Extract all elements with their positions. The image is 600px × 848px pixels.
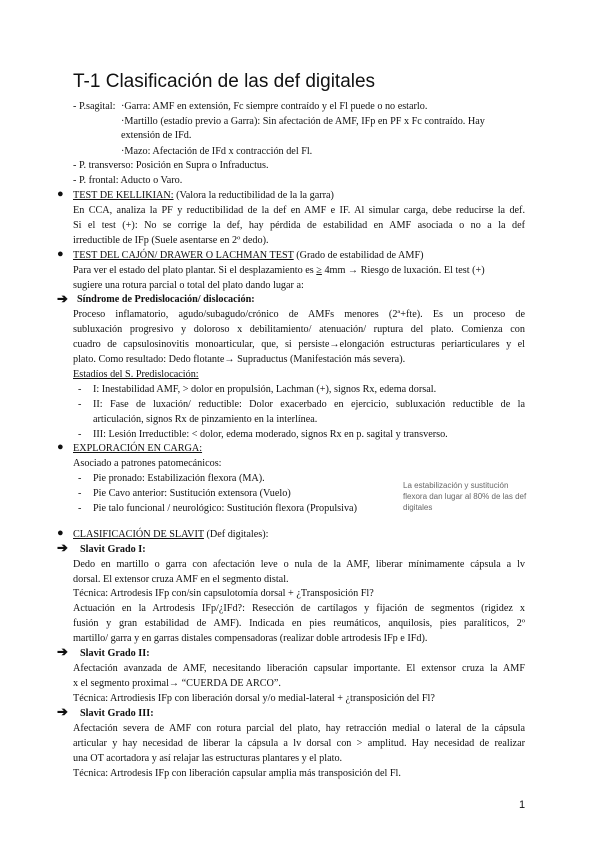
slavit-g2-line-1: Afectación avanzada de AMF, necesitando liberación capsular importante. El extensor cruza la AMF <box>73 663 525 674</box>
cajon-ge-symbol: ≥ <box>316 265 322 276</box>
page-title: T-1 Clasificación de las def digitales <box>73 71 376 92</box>
arrow-icon: ➔ <box>57 704 68 719</box>
slavit-heading-text: CLASIFICACIÓN DE SLAVIT <box>73 529 204 540</box>
bullet-icon: ● <box>57 248 64 260</box>
dash-icon: - <box>78 473 82 484</box>
dash-icon: - <box>78 384 82 395</box>
estadio-2-line-1: II: Fase de luxación/ reductible: Dolor exacerbado en ejercicio, subluxación reductible de la <box>93 399 525 410</box>
arrow-icon: ➔ <box>57 291 68 306</box>
sindrome-line-4: plato. Como resultado: Dedo flotante→ Supraductus (Manifestación más severa). <box>73 354 406 365</box>
martillo-line-1: ·Martillo (estadío previo a Garra): Sin afectación de AMF, IFp en PF x Fc contraído. Hay <box>121 116 485 127</box>
slavit-g3-line-2: articular y hay necesidad de liberar la cápsula a lv dorsal con > amplitud. Hay necesidad de realizar <box>73 738 525 749</box>
sindrome-line-2: subluxación progresivo y doloroso x debilitamiento/ atenuación/ ruptura del plato. Comienza con <box>73 324 525 335</box>
slavit-heading <box>73 527 268 542</box>
kellikian-heading <box>73 188 334 203</box>
slavit-g3-tecnica: Técnica: Artrodesis IFp con liberación capsular amplia más transposición del Fl. <box>73 768 401 779</box>
martillo-line-2: extensión de IFd. <box>121 130 192 141</box>
side-note-line-2: flexora dan lugar al 80% de las def <box>403 492 527 501</box>
slavit-g1-actuacion-3: martillo/ garra y en garras distales compensadoras (realizar doble artrodesis IFp e IFd). <box>73 633 428 644</box>
estadio-3: III: Lesión Irreductible: < dolor, edema moderado, signos Rx en p. sagital y transverso. <box>93 429 448 440</box>
exploracion-item-1: Pie pronado: Estabilización flexora (MA). <box>93 473 265 484</box>
dash-icon: - <box>78 429 82 440</box>
slavit-g3-line-3: una OT acortadora y así relajar las estructuras plantares y el plato. <box>73 753 343 764</box>
slavit-g2-line-2: x el segmento proximal→ “CUERDA DE ARCO”. <box>73 678 281 689</box>
cajon-line-1a: Para ver el estado del plato plantar. Si el desplazamiento es <box>73 265 317 276</box>
bullet-icon: ● <box>57 441 64 453</box>
estadio-2-line-2: articulación, signos Rx de pinzamiento en la interlínea. <box>93 414 318 425</box>
cajon-heading <box>73 248 424 263</box>
side-note-line-1: La estabilización y sustitución <box>403 481 509 490</box>
estadios-heading: Estadíos del S. Predislocación: <box>73 369 199 380</box>
exploracion-heading: EXPLORACIÓN EN CARGA: <box>73 443 203 454</box>
exploracion-intro: Asociado a patrones patomecánicos: <box>73 458 222 469</box>
slavit-g1-actuacion-2: fusión y gran estabilidad de AMF). Indicada en pies reumáticos, anquilosis, pies paralíticos, 2º <box>73 618 525 629</box>
exploracion-item-2: Pie Cavo anterior: Sustitución extensora (Vuelo) <box>93 488 291 499</box>
bullet-icon: ● <box>57 527 64 539</box>
kellikian-line-2: Si el test (+): No se corrige la def, hay pérdida de estabilidad en AMF asociada o no a la def <box>73 220 525 231</box>
sindrome-line-3: cuadro de capsulosinovitis monoarticular, que, si persiste→elongación estructuras periarticulares y el <box>73 339 525 350</box>
sagital-label: - P.sagital: <box>73 101 116 112</box>
slavit-g2-tecnica: Técnica: Artrodiesis IFp con liberación dorsal y/o medial-lateral + ¿transposición del Fl? <box>73 693 435 704</box>
kellikian-heading-text: TEST DE KELLIKIAN: <box>73 190 174 201</box>
kellikian-heading-rest: (Valora la reductibilidad de la la garra) <box>173 190 334 201</box>
garra-line: ·Garra: AMF en extensión, Fc siempre contraído y el Fl puede o no estarlo. <box>121 101 428 112</box>
slavit-g3-heading: Slavit Grado III: <box>80 708 154 719</box>
exploracion-item-3: Pie talo funcional / neurológico: Sustitución flexora (Propulsiva) <box>93 503 357 514</box>
slavit-g1-heading: Slavit Grado I: <box>80 544 146 555</box>
cajon-heading-rest: (Grado de estabilidad de AMF) <box>293 250 424 261</box>
cajon-line-1 <box>73 263 485 278</box>
slavit-g1-line-1: Dedo en martillo o garra con afectación leve o nula de la AMF, liberar mínimamente cápsula a lv <box>73 559 525 570</box>
cajon-heading-text: TEST DEL CAJÓN/ DRAWER O LACHMAN TEST <box>73 250 294 261</box>
sindrome-heading: Síndrome de Predislocación/ dislocación: <box>77 294 255 305</box>
page-number: 1 <box>519 799 526 811</box>
kellikian-line-3: irreductible de IFp (Suele asentarse en 2º dedo). <box>73 235 269 246</box>
slavit-g1-actuacion-1: Actuación en la Artrodesis IFp/¿IFd?: Resección de cartílagos y fijación de segmentos (rigidez x <box>73 603 525 614</box>
slavit-heading-rest: (Def digitales): <box>203 529 269 540</box>
arrow-icon: ➔ <box>57 644 68 659</box>
transverso-line: - P. transverso: Posición en Supra o Infraductus. <box>73 160 269 171</box>
dash-icon: - <box>78 399 82 410</box>
dash-icon: - <box>78 503 82 514</box>
side-note-line-3: digitales <box>403 503 433 512</box>
mazo-line: ·Mazo: Afectación de IFd x contracción del Fl. <box>121 146 313 157</box>
arrow-icon: ➔ <box>57 540 68 555</box>
bullet-icon: ● <box>57 188 64 200</box>
kellikian-line-1: En CCA, analiza la PF y reductibilidad de la def en AMF e IF. Al simular carga, debe reducirse la def. <box>73 205 525 216</box>
slavit-g1-tecnica: Técnica: Artrodesis IFp con/sin capsulotomía dorsal + ¿Transposición Fl? <box>73 588 374 599</box>
slavit-g1-line-2: dorsal. El extensor cruza AMF en el segmento distal. <box>73 574 289 585</box>
slavit-g3-line-1: Afectación severa de AMF con rotura parcial del plato, hay retracción medial o lateral de la cápsula <box>73 723 525 734</box>
frontal-line: - P. frontal: Aducto o Varo. <box>73 175 183 186</box>
dash-icon: - <box>78 488 82 499</box>
sindrome-line-1: Proceso inflamatorio, agudo/subagudo/crónico de AMFs menores (2ª+fte). Es un proceso de <box>73 309 525 320</box>
cajon-line-1b: 4mm → Riesgo de luxación. El test (+) <box>321 265 485 276</box>
slavit-g2-heading: Slavit Grado II: <box>80 648 150 659</box>
estadio-1: I: Inestabilidad AMF, > dolor en propulsión, Lachman (+), signos Rx, edema dorsal. <box>93 384 437 395</box>
cajon-line-2: sugiere una rotura parcial o total del plato dando lugar a: <box>73 280 304 291</box>
